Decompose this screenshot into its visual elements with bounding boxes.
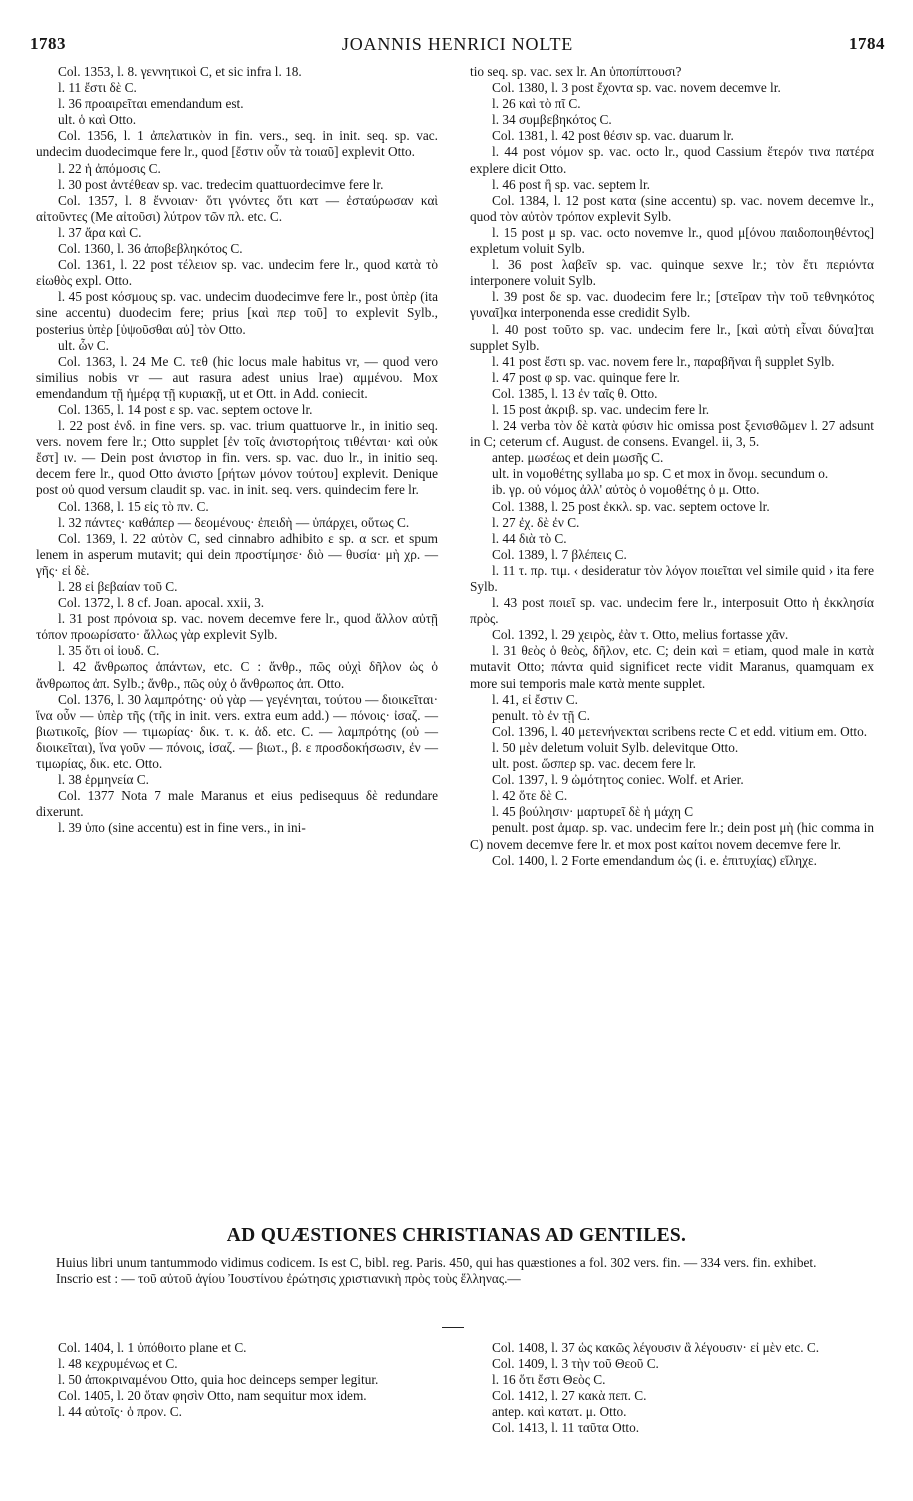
note-entry: l. 41 post ἔστι sp. vac. novem fere lr., παραβῆναι ἢ supplet Sylb.	[492, 353, 835, 369]
note-entry: l. 36 προαιρεῖται emendandum est.	[58, 96, 244, 112]
note-entry: Col. 1353, l. 8. γεννητικοὶ C, et sic infra l. 18.	[58, 64, 302, 79]
running-title: JOANNIS HENRICI NOLTE	[341, 34, 574, 54]
note-entry: Col. 1412, l. 27 κακὰ πεπ. C.	[492, 1388, 647, 1404]
note-entry: Col. 1400, l. 2 Forte emendandum ὡς (i. e. ἐπιτυχίας) εἴληχε.	[492, 852, 817, 868]
note-entry: l. 42 ὅτε δὲ C.	[492, 788, 568, 804]
note-entry: antep. καὶ κατατ. μ. Otto.	[492, 1404, 627, 1420]
note-entry: l. 47 post φ sp. vac. quinque fere lr.	[492, 369, 680, 385]
note-entry: Col. 1408, l. 37 ὡς κακῶς λέγουσιν ἃ λέγουσιν· εἰ μὲν etc. C.	[492, 1340, 820, 1355]
note-entry: l. 41, εἰ ἔστιν C.	[492, 691, 578, 707]
intro-paragraph: Huius libri unum tantummodo vidimus codicem. Is est C, bibl. reg. Paris. 450, qui has quæstiones a fol. 302 vers. fin. — 334 vers. fin. exhibet.	[56, 1255, 817, 1270]
bottom-right-column	[470, 1340, 874, 1437]
note-entry: l. 27 ἐχ. δὲ ἐν C.	[492, 514, 580, 530]
note-entry: Col. 1360, l. 36 ἀποβεβληκότος C.	[58, 241, 243, 257]
note-entry: l. 50 ἀποκριναμένου Otto, quia hoc deinceps semper legitur.	[58, 1372, 379, 1388]
note-entry: l. 15 post μ sp. vac. octo novemve lr., quod μ[όνου παιδοποιηθέντος] expletum voluit Sylb.	[470, 224, 874, 257]
note-entry: l. 44 αὐτοῖς· ὁ προν. C.	[58, 1404, 182, 1420]
note-entry: Col. 1368, l. 15 εἰς τὸ πν. C.	[58, 498, 209, 514]
note-entry: l. 30 post ἀντέθεαν sp. vac. tredecim quattuordecimve fere lr.	[58, 176, 384, 192]
running-head	[30, 34, 885, 60]
note-entry: l. 46 post ἢ sp. vac. septem lr.	[492, 176, 651, 192]
note-entry: ib. γρ. οὐ νόμος ἀλλ' αὐτὸς ὁ νομοθέτης ὁ μ. Otto.	[492, 482, 760, 498]
note-entry: Col. 1396, l. 40 μετενήνεκται scribens recte C et edd. vitium em. Otto.	[492, 723, 868, 739]
note-entry: l. 24 verba τὸν δὲ κατὰ φύσιν hic omissa post ξενισθῶμεν l. 27 adsunt in C; ceterum cf. August. de consens. Evangel. ii, 3, 5.	[470, 418, 874, 450]
note-entry: l. 45 post κόσμους sp. vac. undecim duodecimve fere lr., post ὑπὲρ (ita sine accentu) duodecim fere; prius [καὶ περ τοῦ] το explevit Sylb., posterius ὑπὲρ [ὑψοῦσθαι αὐ] τὸν Otto.	[36, 289, 438, 337]
note-entry: Col. 1381, l. 42 post θέσιν sp. vac. duarum lr.	[492, 128, 734, 144]
note-entry: Col. 1356, l. 1 ἀπελατικὸν in fin. vers., seq. in init. seq. sp. vac. undecim duodecimque fere lr., quod [ἔστιν οὖν τὰ τοιαῦ] explevit Otto.	[36, 128, 438, 160]
note-entry: Col. 1405, l. 20 ὅταν φησὶν Otto, nam sequitur mox idem.	[58, 1388, 367, 1404]
note-entry: l. 11 ἔστι δὲ C.	[58, 80, 137, 96]
note-entry: l. 11 τ. πρ. τιμ. ‹ desideratur τὸν λόγον ποιεῖται vel simile quid › ita fere Sylb.	[470, 562, 874, 594]
note-entry: l. 22 post ἐνδ. in fine vers. sp. vac. trium quattuorve lr., in initio seq. vers. novem fere lr.; Otto supplet [ἐν τοῖς ἀνιστορήτοις τιθένται· καὶ οὐκ ἔστ] ιν. — Dein post ἀνιστορ in fin. vers. sp. vac. duo lr., in initio seq. decem fere lr., quod Otto ἀνιστο [ρήτων μόνον τούτου] explevit. Denique post οὐ quod versum claudit sp. vac. in init. seq. vers. quindecim fere lr.	[36, 418, 438, 498]
note-entry: tio seq. sp. vac. sex lr. An ὑποπίπτουσι?	[470, 64, 682, 79]
note-entry: Col. 1377 Nota 7 male Maranus et eius pedisequus δὲ redundare dixerunt.	[36, 788, 438, 820]
note-entry: l. 34 συμβεβηκότος C.	[492, 112, 612, 128]
note-entry: l. 39 post δε sp. vac. duodecim fere lr.; [στεῖραν τὴν τοῦ τεθνηκότος γυναῖ]κα interponenda esse credidit Sylb.	[470, 289, 874, 321]
intro-paragraph: Inscrio est : — τοῦ αὐτοῦ ἁγίου Ἰουστίνου ἐρώτησις χριστιανικὴ πρὸς τοὺς ἕλληνας.—	[56, 1271, 521, 1286]
note-entry: l. 26 καὶ τὸ πῖ C.	[492, 96, 581, 112]
note-entry: l. 37 ἄρα καὶ C.	[58, 224, 142, 240]
note-entry: l. 50 μὲν deletum voluit Sylb. delevitque Otto.	[492, 739, 739, 755]
note-entry: l. 45 βούλησιν· μαρτυρεῖ δὲ ἡ μάχη C	[492, 804, 694, 820]
note-entry: Col. 1384, l. 12 post κατα (sine accentu) sp. vac. novem decemve lr., quod τὸν αὐτὸν τρόπον explevit Sylb.	[470, 192, 874, 224]
left-column	[36, 64, 438, 837]
note-entry: l. 44 διὰ τὸ C.	[492, 530, 567, 546]
note-entry: l. 42 ἄνθρωπος ἁπάντων, etc. C : ἄνθρ., πῶς οὐχὶ δῆλον ὡς ὁ ἄνθρωπος ἀπ. Sylb.; ἄνθρ., πῶς οὐχ ὁ ἄνθρωπος ἀπ. Otto.	[36, 659, 438, 691]
note-entry: l. 44 post νόμον sp. vac. octo lr., quod Cassium ἕτερόν τινα πατέρα explere dicit Otto.	[470, 144, 874, 176]
note-entry: Col. 1392, l. 29 χειρὸς, ἐὰν τ. Otto, melius fortasse χᾶν.	[492, 627, 789, 643]
note-entry: Col. 1388, l. 25 post ἐκκλ. sp. vac. septem octove lr.	[492, 498, 770, 514]
note-entry: l. 16 ὅτι ἔστι Θεὸς C.	[492, 1372, 606, 1388]
note-entry: Col. 1385, l. 13 ἐν ταῖς θ. Otto.	[492, 385, 658, 401]
note-entry: Col. 1380, l. 3 post ἔχοντα sp. vac. novem decemve lr.	[492, 80, 781, 96]
note-entry: l. 35 ὅτι οἱ ἰουδ. C.	[58, 643, 160, 659]
right-column	[470, 64, 874, 869]
note-entry: penult. post ἀμαρ. sp. vac. undecim fere lr.; dein post μὴ (hic comma in C) novem decemve fere lr. et mox post καίτοι novem decemve fere lr.	[470, 820, 874, 852]
note-entry: l. 28 εἰ βεβαίαν τοῦ C.	[58, 579, 178, 594]
note-entry: l. 40 post τοῦτο sp. vac. undecim fere lr., [καὶ αὐτὴ εἶναι δύνα]ται supplet Sylb.	[470, 321, 874, 353]
note-entry: Col. 1369, l. 22 αὐτὸν C, sed cinnabro adhibito ε sp. α scr. et spum lenem in asperum mutavit; qui dein προστίμησε· διὸ — θυσία· μὴ χρ. — γῆς· εἰ δὲ.	[36, 530, 438, 578]
section-separator	[442, 1327, 464, 1328]
note-entry: ult. ὁ καὶ Otto.	[58, 112, 137, 128]
note-entry: antep. μωσέως et dein μωσῆς C.	[492, 450, 664, 466]
page-number-left: 1783	[30, 34, 66, 53]
note-entry: l. 31 θεὸς ὁ θεὸς, δῆλον, etc. C; dein καὶ = etiam, quod male in κατὰ mutavit Otto; πάντα quid significet recte vidit Maranus, quamquam ex more sui temporis male κατὰ mente supplet.	[470, 643, 874, 691]
note-entry: ult. in νομοθέτης syllaba μο sp. C et mox in ὄνομ. secundum ο.	[492, 466, 829, 482]
note-entry: Col. 1361, l. 22 post τέλειον sp. vac. undecim fere lr., quod κατὰ τὸ εἰωθὸς expl. Otto.	[36, 257, 438, 289]
bottom-left-column	[36, 1340, 438, 1420]
note-entry: ult. post. ὥσπερ sp. vac. decem fere lr.	[492, 756, 696, 772]
note-entry: l. 39 ὑπο (sine accentu) est in fine vers., in ini-	[58, 820, 306, 836]
note-entry: Col. 1413, l. 11 ταῦτα Otto.	[492, 1420, 640, 1436]
page-number-right: 1784	[849, 34, 885, 53]
note-entry: l. 22 ἡ ἀπόμοσις C.	[58, 160, 161, 176]
note-entry: l. 38 ἑρμηνεία C.	[58, 772, 149, 788]
note-entry: ult. ὧν C.	[58, 337, 109, 353]
note-entry: Col. 1363, l. 24 Me C. τεθ (hic locus male habitus vr, — quod vero similius nobis vr — aut rasura adest unius lrae) αμμένου. Mox emendandum τῇ ἡμέρᾳ τῇ κυριακῇ, ut et Ott. in Add. coniecit.	[36, 353, 438, 401]
note-entry: l. 43 post ποιεῖ sp. vac. undecim fere lr., interposuit Otto ἡ ἐκκλησία πρὸς.	[470, 595, 874, 627]
note-entry: l. 15 post ἀκριβ. sp. vac. undecim fere lr.	[492, 401, 710, 417]
note-entry: Col. 1376, l. 30 λαμπρότης· οὐ γὰρ — γεγένηται, τούτου — διοικεῖται· ἵνα οὖν — ὑπὲρ τῆς (τῆς in init. vers. extra eum add.) — πόνοις· ἰσαζ. — βιωτικοῖς, βίον — τιμωρίας· δικ. τ. κ. ἀδ. etc. C. — λαμπρότης (οὐ — διοικεῖται), ἵνα γοῦν — πόνοις, ἰσαζ. — βιωτ., β. ε προσδοκήσωσιν, ἐν — τιμωρίας, δικ. etc. Otto.	[36, 691, 438, 772]
note-entry: l. 36 post λαβεῖν sp. vac. quinque sexve lr.; τὸν ἔτι περιόντα interponere voluit Sylb.	[470, 257, 874, 289]
note-entry: Col. 1404, l. 1 ὑπόθοιτο plane et C.	[58, 1340, 247, 1355]
note-entry: penult. τὸ ἐν τῇ C.	[492, 707, 590, 723]
note-entry: l. 32 πάντες· καθάπερ — δεομένους· ἐπειδὴ — ὑπάρχει, οὕτως C.	[58, 514, 410, 530]
note-entry: Col. 1357, l. 8 ἔννοιαν· ὅτι γνόντες ὅτι κατ — ἐσταύρωσαν καὶ αἰτοῦντες (Me αἰτοῦσι) λύτρον τῶν πλ. etc. C.	[36, 192, 438, 224]
section-title: AD QUÆSTIONES CHRISTIANAS AD GENTILES.	[226, 1225, 687, 1246]
section-intro	[34, 1255, 876, 1287]
note-entry: l. 48 κεχρυμένως et C.	[58, 1356, 178, 1372]
note-entry: l. 31 post πρόνοια sp. vac. novem decemve fere lr., quod ἄλλον αὐτῇ τόπον προωρίσατο· ἄλλως γὰρ explevit Sylb.	[36, 611, 438, 643]
note-entry: Col. 1365, l. 14 post ε sp. vac. septem octove lr.	[58, 401, 313, 417]
note-entry: Col. 1372, l. 8 cf. Joan. apocal. xxii, 3.	[58, 595, 265, 611]
note-entry: Col. 1409, l. 3 τὴν τοῦ Θεοῦ C.	[492, 1356, 659, 1372]
note-entry: Col. 1389, l. 7 βλέπεις C.	[492, 546, 627, 562]
note-entry: Col. 1397, l. 9 ὠμότητος coniec. Wolf. et Arier.	[492, 772, 744, 788]
